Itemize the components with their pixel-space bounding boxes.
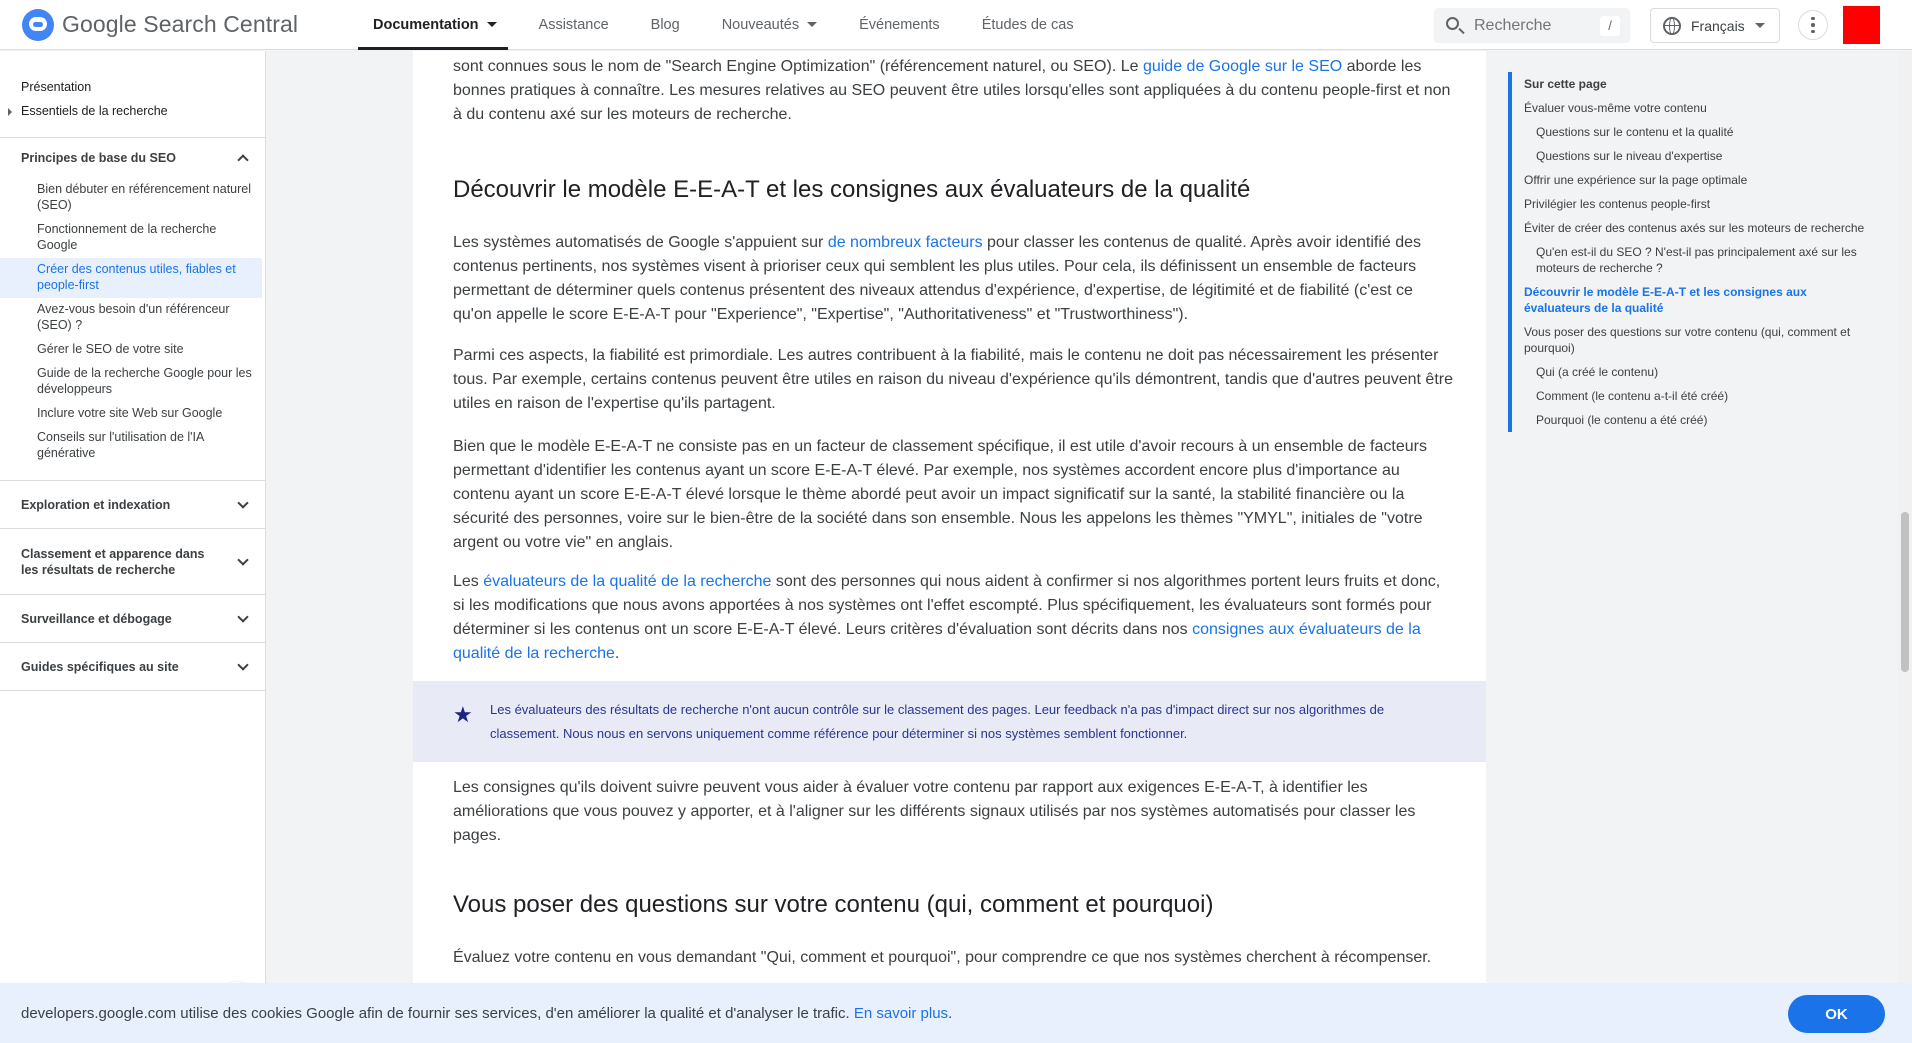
- left-sidebar: [0, 51, 266, 1043]
- toc-item[interactable]: Questions sur le niveau d'expertise: [1536, 149, 1723, 163]
- nav-evenements[interactable]: [838, 0, 961, 50]
- brand-logo[interactable]: [22, 9, 352, 41]
- search-input[interactable]: [1474, 17, 1594, 35]
- paragraph-eeat-4: [453, 570, 1453, 666]
- sidebar-item-conseils-ia[interactable]: Conseils sur l'utilisation de l'IA générative: [37, 430, 204, 460]
- cookie-text: [21, 1005, 952, 1022]
- sidebar-item-gerer-seo[interactable]: Gérer le SEO de votre site: [37, 342, 184, 356]
- text-span: sont connues sous le nom de "Search Engine Optimization" (référencement naturel, ou SEO). Le: [453, 58, 1143, 75]
- cookie-ok-button[interactable]: OK: [1788, 995, 1885, 1033]
- toc-item[interactable]: Questions sur le contenu et la qualité: [1536, 125, 1734, 139]
- toc-item[interactable]: Qu'en est-il du SEO ? N'est-il pas principalement axé sur les moteurs de recherche ?: [1536, 245, 1857, 275]
- article-body: [413, 51, 1486, 991]
- sidebar-subitems: [0, 178, 265, 480]
- sidebar-section-principes-header[interactable]: [0, 138, 265, 178]
- more-options-button[interactable]: [1798, 10, 1828, 40]
- toc-item[interactable]: Qui (a créé le contenu): [1536, 365, 1659, 379]
- cookie-banner: [0, 983, 1912, 1043]
- sidebar-section-principes: [0, 138, 265, 481]
- dropdown-caret-icon: [1755, 23, 1765, 28]
- sidebar-section-title: Surveillance et débogage: [21, 612, 172, 626]
- nav-blog-label: Blog: [650, 16, 680, 33]
- heading-questions: Vous poser des questions sur votre contenu (qui, comment et pourquoi): [453, 891, 1214, 918]
- note-callout: [413, 681, 1486, 762]
- dropdown-caret-icon: [487, 22, 497, 27]
- evaluateurs-link[interactable]: évaluateurs de la qualité de la recherche: [483, 573, 772, 590]
- sidebar-item-essentiels[interactable]: [21, 99, 265, 123]
- nombreux-facteurs-link[interactable]: de nombreux facteurs: [827, 234, 983, 251]
- sidebar-item-fonctionnement[interactable]: Fonctionnement de la recherche Google: [37, 222, 217, 252]
- text-span: Les: [453, 573, 484, 590]
- brand-name: Google Search Central: [62, 11, 299, 37]
- language-value: Français: [1691, 17, 1745, 34]
- sidebar-item-inclure-site[interactable]: Inclure votre site Web sur Google: [37, 406, 223, 420]
- sidebar-item-creer-contenus[interactable]: Créer des contenus utiles, fiables et people-first: [0, 258, 262, 298]
- sidebar-section-title: Guides spécifiques au site: [21, 660, 179, 674]
- toc-title: Sur cette page: [1524, 77, 1607, 91]
- nav-blog[interactable]: [630, 0, 701, 50]
- toc-item[interactable]: Vous poser des questions sur votre contenu (qui, comment et pourquoi): [1524, 325, 1851, 355]
- nav-etudes-de-cas[interactable]: [961, 0, 1095, 50]
- nav-documentation-label: Documentation: [373, 16, 479, 33]
- text-span: Les systèmes automatisés de Google s'appuient sur: [453, 234, 828, 251]
- sidebar-section-classement[interactable]: [0, 529, 265, 595]
- sidebar-item-guide-developpeurs[interactable]: Guide de la recherche Google pour les développeurs: [37, 366, 252, 396]
- paragraph-eeat-2: Parmi ces aspects, la fiabilité est primordiale. Les autres contribuent à la fiabilité, mais le contenu ne doit pas nécessairement les présenter tous. Par exemple, certains contenus peuvent être utiles en raison du niveau d'expérience qu'ils démontrent, tandis que d'autres peuvent être utiles en raison de l'expertise qu'ils partagent.: [453, 347, 1453, 412]
- dropdown-caret-icon: [807, 22, 817, 27]
- paragraph-questions: Évaluez votre contenu en vous demandant "Qui, comment et pourquoi", pour comprendre ce que nos systèmes cherchent à récompenser.: [453, 949, 1432, 966]
- text-span: aborde les bonnes pratiques à connaître. Les mesures relatives au SEO peuvent être utiles lorsqu'elles sont appliquées à du contenu people-first et non à du contenu axé sur les moteurs de recherche.: [453, 58, 1451, 123]
- consignes-evaluateurs-link[interactable]: consignes aux évaluateurs de la qualité de la recherche: [453, 621, 1421, 662]
- sidebar-section-guides[interactable]: [0, 643, 265, 691]
- nav-assistance-label: Assistance: [538, 16, 609, 33]
- learn-more-link[interactable]: En savoir plus: [853, 1004, 949, 1022]
- toc-item[interactable]: Offrir une expérience sur la page optimale: [1524, 173, 1748, 187]
- text-span: .: [948, 1004, 953, 1022]
- note-text: Les évaluateurs des résultats de recherche n'ont aucun contrôle sur le classement des pages. Leur feedback n'a pas d'impact direct sur nos algorithmes de classement. Nous nous en servons uniquement comme référence pour déterminer si nos systèmes semblent fonctionner.: [490, 702, 1385, 741]
- language-select[interactable]: [1650, 8, 1780, 43]
- scrollbar-thumb[interactable]: [1901, 512, 1909, 672]
- guide-seo-link[interactable]: guide de Google sur le SEO: [1142, 58, 1343, 75]
- search-central-logo-icon: [22, 9, 54, 41]
- nav-nouveautes[interactable]: [701, 0, 838, 50]
- toc-item[interactable]: Privilégier les contenus people-first: [1524, 197, 1711, 211]
- table-of-contents: [1508, 72, 1868, 432]
- main-nav: [352, 0, 1095, 50]
- heading-eeat: Découvrir le modèle E-E-A-T et les consignes aux évaluateurs de la qualité: [453, 176, 1251, 203]
- sidebar-item-presentation[interactable]: Présentation: [21, 80, 92, 94]
- toc-item[interactable]: Pourquoi (le contenu a été créé): [1536, 413, 1708, 427]
- toc-item-current[interactable]: Découvrir le modèle E-E-A-T et les consignes aux évaluateurs de la qualité: [1524, 285, 1807, 315]
- sidebar-section-title: Principes de base du SEO: [21, 151, 176, 165]
- toc-item[interactable]: Évaluer vous-même votre contenu: [1524, 101, 1707, 115]
- nav-evenements-label: Événements: [859, 16, 940, 33]
- star-icon: ★: [453, 702, 473, 727]
- globe-icon: [1663, 17, 1681, 35]
- dot-icon: [1811, 23, 1815, 27]
- account-avatar[interactable]: [1843, 6, 1880, 44]
- sidebar-item-referenceur[interactable]: Avez-vous besoin d'un référenceur (SEO) ?: [37, 302, 230, 332]
- sidebar-section-exploration[interactable]: [0, 481, 265, 529]
- sidebar-section-title: Classement et apparence dans les résultats de recherche: [21, 547, 205, 577]
- nav-assistance[interactable]: [518, 0, 630, 50]
- search-shortcut-hint: /: [1600, 16, 1620, 36]
- dot-icon: [1811, 17, 1815, 21]
- expand-arrow-icon: [8, 108, 12, 116]
- dot-icon: [1811, 30, 1815, 34]
- sidebar-item-essentiels-label: Essentiels de la recherche: [21, 104, 168, 118]
- paragraph-eeat-1: [453, 231, 1453, 327]
- intro-paragraph: [453, 55, 1453, 127]
- text-span: pour classer les contenus de qualité. Après avoir identifié des contenus pertinents, nos systèmes visent à prioriser ceux qui semblent les plus utiles. Pour cela, ils définissent un ensemble de facteurs permettant de déterminer quels contenus présentent des niveaux attendus d'expérience, d'expertise, de légitimité et de fiabilité (c'est ce qu'on appelle le score E-E-A-T pour "Experience", "Expertise", "Authoritativeness" et "Trustworthiness").: [453, 234, 1422, 323]
- sidebar-section-title: Exploration et indexation: [21, 498, 171, 512]
- nav-etudes-label: Études de cas: [981, 16, 1074, 33]
- top-app-bar: [0, 0, 1912, 50]
- chevron-up-icon: [237, 154, 248, 165]
- toc-item[interactable]: Comment (le contenu a-t-il été créé): [1536, 389, 1729, 403]
- search-box[interactable]: [1434, 8, 1630, 43]
- paragraph-eeat-3: Bien que le modèle E-E-A-T ne consiste pas en un facteur de classement spécifique, il est utile d'avoir recours à un ensemble de facteurs permettant d'identifier les contenus ayant un score E-E-A-T élevé. Par exemple, nos systèmes accordent encore plus d'importance au contenu ayant un score E-E-A-T élevé lorsque le thème abordé peut avoir un impact significatif sur la santé, la stabilité financière ou la sécurité des personnes, voire sur le bien-être de la société dans son ensemble. Nous les appelons les thèmes "YMYL", initiales de "votre argent ou votre vie" en anglais.: [453, 438, 1427, 551]
- sidebar-section-surveillance[interactable]: [0, 595, 265, 643]
- text-span: developers.google.com utilise des cookies Google afin de fournir ses services, d'en améliorer la qualité et d'analyser le trafic.: [21, 1004, 854, 1022]
- nav-nouveautes-label: Nouveautés: [721, 16, 800, 33]
- nav-documentation[interactable]: [352, 0, 518, 50]
- sidebar-item-bien-debuter[interactable]: Bien débuter en référencement naturel (SEO): [37, 182, 252, 212]
- paragraph-consignes: Les consignes qu'ils doivent suivre peuvent vous aider à évaluer votre contenu par rapport aux exigences E-E-A-T, à identifier les améliorations que vous pouvez y apporter, et à l'aligner sur les différents signaux utilisés par nos systèmes automatisés pour classer les pages.: [453, 779, 1416, 844]
- text-span: .: [614, 645, 620, 662]
- search-icon: [1446, 17, 1459, 30]
- text-span: sont des personnes qui nous aident à confirmer si nos algorithmes portent leurs fruits et donc, si les modifications que nous avons apportées à nos systèmes ont l'effet escompté. Plus spécifiquement, les évaluateurs sont formés pour déterminer si les contenus ont un score E-E-A-T élevé. Leurs critères d'évaluation sont décrits dans nos: [453, 573, 1441, 638]
- page-scrollbar[interactable]: [1898, 51, 1912, 991]
- toc-item[interactable]: Éviter de créer des contenus axés sur les moteurs de recherche: [1524, 221, 1865, 235]
- sidebar-top-links: [0, 51, 265, 138]
